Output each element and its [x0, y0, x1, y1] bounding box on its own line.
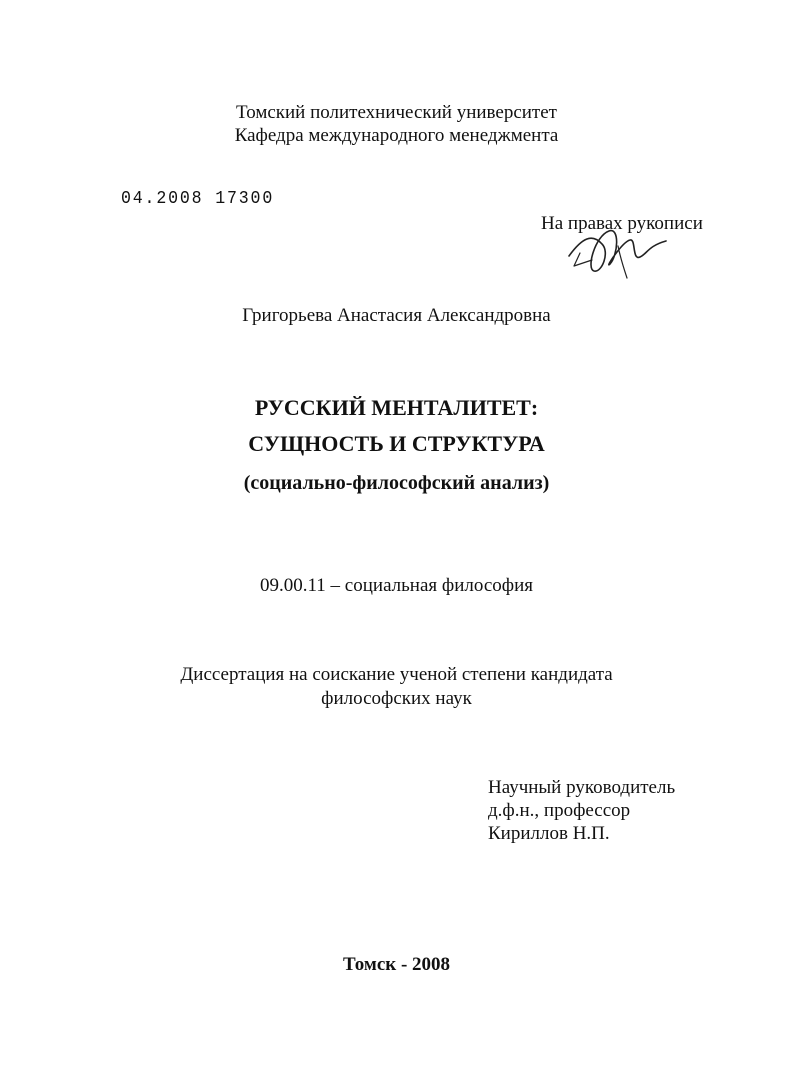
inventory-code: 04.2008 17300	[121, 189, 275, 209]
dissertation-subtitle: (социально-философский анализ)	[243, 472, 550, 494]
author-name: Григорьева Анастасия Александровна	[242, 305, 551, 326]
city-year: Томск - 2008	[342, 954, 451, 975]
supervisor-rank: д.ф.н., профессор	[488, 800, 631, 821]
degree-line2: философских наук	[321, 688, 472, 709]
university-name: Томский политехнический университет	[236, 102, 557, 123]
dissertation-title-line1: РУССКИЙ МЕНТАЛИТЕТ:	[254, 395, 539, 420]
specialty-code: 09.00.11 – социальная философия	[260, 575, 533, 596]
degree-line1: Диссертация на соискание ученой степени кандидата	[180, 664, 613, 685]
supervisor-role: Научный руководитель	[488, 777, 676, 798]
signature-icon	[564, 222, 672, 284]
manuscript-note: На правах рукописи	[541, 213, 703, 234]
supervisor-name: Кириллов Н.П.	[488, 823, 610, 844]
dissertation-title-line2: СУЩНОСТЬ И СТРУКТУРА	[248, 431, 545, 456]
department-name: Кафедра международного менеджмента	[234, 125, 559, 146]
